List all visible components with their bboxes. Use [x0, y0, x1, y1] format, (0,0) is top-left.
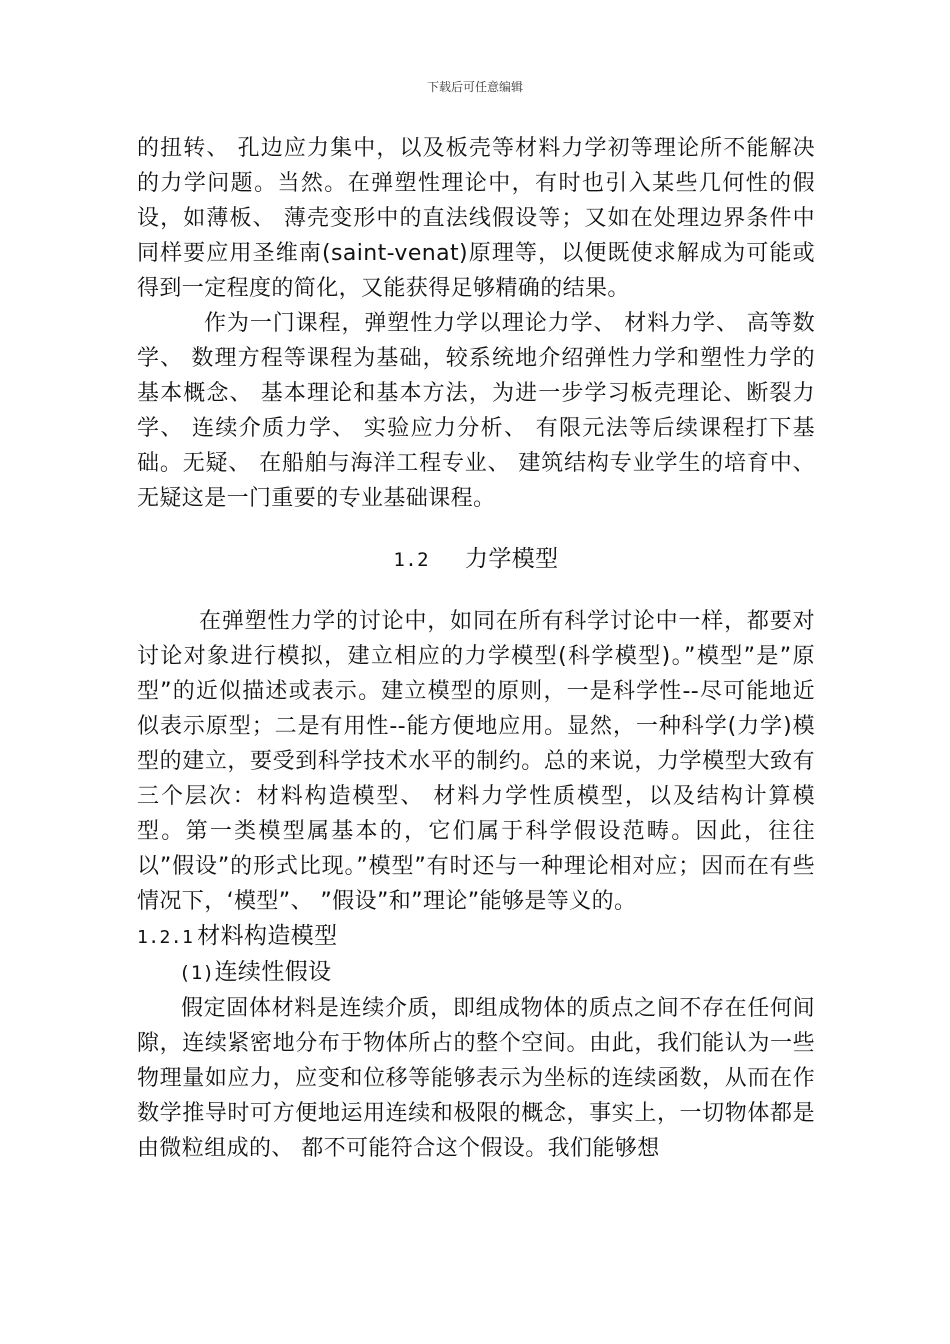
subsection-title: 材料构造模型 [197, 923, 338, 949]
paragraph-mechanics-model: 在弹塑性力学的讨论中，如同在所有科学讨论中一样，都要对讨论对象进行模拟，建立相应的力学模型(科学模型)。”模型”是”原型”的近似描述或表示。建立模型的原则，一是科学性--尽可能地近似表示原型；二是有用性--能方便地应用。显然，一种科学(力学)模型的建立，要受到科学技术水平的制约。总的来说，力学模型大致有三个层次：材料构造模型、 材料力学性质模型，以及结构计算模型。第一类模型属基本的，它们属于科学假设范畴。因此，往往以”假设”的形式比现。”模型”有时还与一种理论相对应；因而在有些情况下，‘模型”、 ”假设”和”理论”能够是等义的。 [137, 609, 815, 914]
item-title: 连续性假设 [214, 959, 332, 985]
section-number: 1.2 [393, 549, 429, 571]
document-body [137, 131, 815, 1166]
page-header-note: 下载后可任意编辑 [426, 80, 523, 94]
subsection-number: 1.2.1 [137, 927, 194, 948]
paragraph-continuity: 假定固体材料是连续介质，即组成物体的质点之间不存在任何间隙，连续紧密地分布于物体所占的整个空间。由此，我们能认为一些物理量如应力，应变和位移等能够表示为坐标的连续函数，从而在作数学推导时可方便地运用连续和极限的概念，事实上，一切物体都是由微粒组成的、 都不可能符合这个假设。我们能够想 [137, 996, 815, 1161]
section-heading [137, 542, 815, 578]
paragraph-torsion: 的扭转、 孔边应力集中，以及板壳等材料力学初等理论所不能解决的力学问题。当然。在弹塑性理论中，有时也引入某些几何性的假设，如薄板、 薄壳变形中的直法线假设等；又如在处理边界条件中同样要应用圣维南(saint-venat)原理等，以便既使求解成为可能或得到一定程度的简化，又能获得足够精确的结果。 [137, 136, 815, 301]
paragraph-course-intro: 作为一门课程，弹塑性力学以理论力学、 材料力学、 高等数学、 数理方程等课程为基础，较系统地介绍弹性力学和塑性力学的基本概念、 基本理论和基本方法，为进一步学习板壳理论、断裂力学、 连续介质力学、 实验应力分析、 有限元法等后续课程打下基础。无疑、 在船舶与海洋工程专业、 建筑结构专业学生的培育中、 无疑这是一门重要的专业基础课程。 [137, 311, 815, 511]
subsection-heading [137, 919, 815, 955]
item-heading [137, 955, 815, 991]
section-title: 力学模型 [464, 546, 559, 572]
item-number: (1) [179, 962, 215, 984]
